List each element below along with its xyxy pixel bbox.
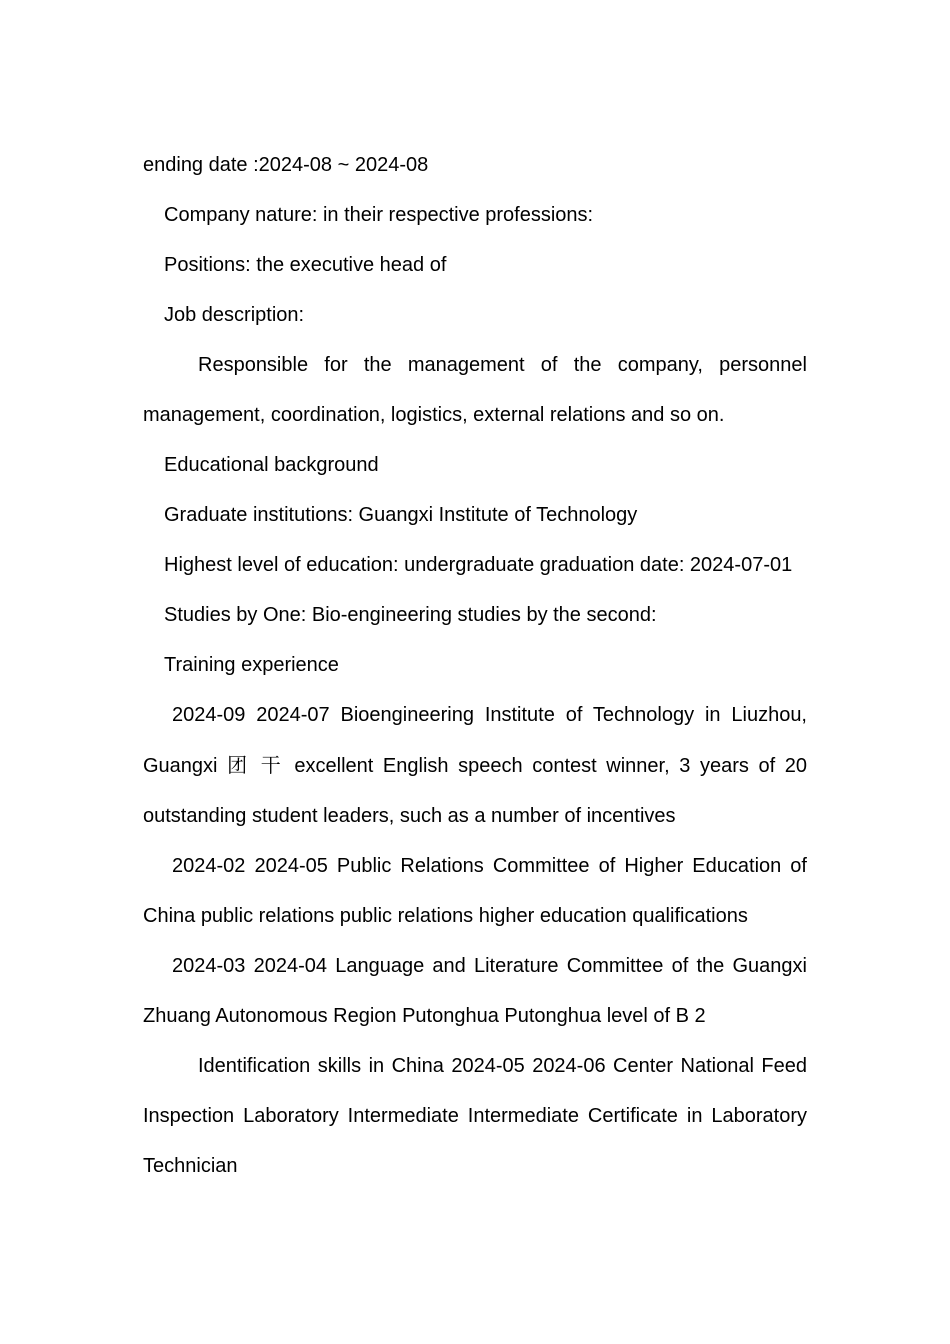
educational-background-heading: Educational background: [164, 454, 379, 476]
training-experience-heading: Training experience: [164, 654, 339, 676]
document-body: [143, 140, 807, 1191]
job-description-heading: Job description:: [164, 304, 305, 326]
training-entry-2: 2024-02 2024-05 Public Relations Committee of Higher Education of China public relations public relations higher education qualifications: [143, 855, 807, 927]
ending-date-line: ending date :2024-08 ~ 2024-08: [143, 154, 429, 176]
job-description-body: Responsible for the management of the company, personnel management, coordination, logistics, external relations and so on.: [143, 354, 807, 426]
training-entry-1: 2024-09 2024-07 Bioengineering Institute of Technology in Liuzhou, Guangxi 团 干 excellent English speech contest winner, 3 years of 20 outstanding student leaders, such as a number of incentives: [143, 704, 808, 827]
positions-line: Positions: the executive head of: [164, 254, 447, 276]
graduate-institutions-line: Graduate institutions: Guangxi Institute of Technology: [164, 504, 638, 526]
training-entry-4: Identification skills in China 2024-05 2024-06 Center National Feed Inspection Laboratory Intermediate Intermediate Certificate in Laboratory Technician: [143, 1055, 807, 1177]
cjk-text: 干: [260, 753, 285, 777]
company-nature-line: Company nature: in their respective professions:: [164, 204, 594, 226]
highest-education-line: Highest level of education: undergraduate graduation date: 2024-07-01: [164, 554, 793, 576]
cjk-text: 团: [227, 753, 252, 777]
studies-line: Studies by One: Bio-engineering studies by the second:: [164, 604, 657, 626]
training-entry-3: 2024-03 2024-04 Language and Literature Committee of the Guangxi Zhuang Autonomous Region Putonghua Putonghua level of B 2: [143, 955, 807, 1027]
